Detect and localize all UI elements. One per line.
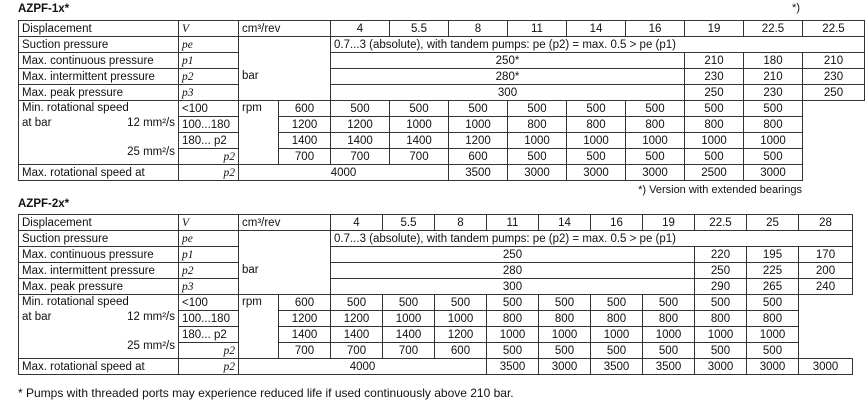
value-cell: 210 <box>685 53 744 69</box>
symbol-p1: p1 <box>179 247 239 263</box>
row-continuous <box>19 53 865 69</box>
speed-cell: 1000 <box>744 133 803 149</box>
label-continuous: Max. continuous pressure <box>19 53 179 69</box>
label-suction: Suction pressure <box>19 37 179 53</box>
size-cell: 5.5 <box>383 215 435 231</box>
speed-cell: 1400 <box>390 133 449 149</box>
speed-cell: 800 <box>539 311 591 327</box>
size-cell: 16 <box>626 21 685 37</box>
speed-cell: 1000 <box>390 117 449 133</box>
speed-cell: 1400 <box>331 133 390 149</box>
speed-cell: 500 <box>685 101 744 117</box>
speed-cell: 500 <box>331 101 390 117</box>
row-continuous <box>19 247 853 263</box>
size-cell: 22.5 <box>744 21 803 37</box>
unit-blank <box>239 37 331 53</box>
speed-cell: 1000 <box>449 117 508 133</box>
symbol-p3: p3 <box>179 279 239 295</box>
row-displacement <box>19 215 853 231</box>
speed-cell: 500 <box>744 101 803 117</box>
label-intermittent: Max. intermittent pressure <box>19 263 179 279</box>
speed-cell: 1000 <box>643 327 695 343</box>
speed-cell: 1000 <box>626 133 685 149</box>
value-cell: 3000 <box>695 359 747 375</box>
speed-cell: 500 <box>508 149 567 165</box>
speed-cell: 500 <box>567 101 626 117</box>
label-suction: Suction pressure <box>19 231 179 247</box>
value-cell: 210 <box>803 53 865 69</box>
row-intermittent <box>19 263 853 279</box>
suction-value: 0.7...3 (absolute), with tandem pumps: pe (p2) = max. 0.5 > pe (p1) <box>331 231 853 247</box>
value-cell: 195 <box>747 247 799 263</box>
speed-cell: 500 <box>695 295 747 311</box>
minspeed-line2 <box>22 310 175 324</box>
viscosity-25: 25 mm²/s <box>127 146 175 158</box>
speed-cell: 500 <box>390 101 449 117</box>
speed-cell: 700 <box>279 343 331 359</box>
speed-cell: 500 <box>744 149 803 165</box>
value-cell: 220 <box>695 247 747 263</box>
size-cell: 4 <box>331 215 383 231</box>
speed-cell: 800 <box>695 311 747 327</box>
speed-cell: 1000 <box>747 327 799 343</box>
value-cell: 3500 <box>449 165 508 181</box>
speed-cell: 700 <box>331 343 383 359</box>
minspeed-line2 <box>22 116 175 130</box>
table1-title: AZPF-1x* <box>18 3 70 15</box>
value-cell: 3000 <box>799 359 853 375</box>
size-cell: 11 <box>508 21 567 37</box>
speed-cell: 600 <box>449 149 508 165</box>
value-cell: 3500 <box>643 359 695 375</box>
value-cell: 3000 <box>567 165 626 181</box>
value-cell: 230 <box>803 69 865 85</box>
label-continuous: Max. continuous pressure <box>19 247 179 263</box>
symbol-v: V <box>179 215 239 231</box>
row-peak <box>19 279 853 295</box>
value-cell: 2500 <box>685 165 744 181</box>
value-cell: 3500 <box>487 359 539 375</box>
speed-cell: 1000 <box>685 133 744 149</box>
symbol-p2: p2 <box>179 359 239 375</box>
speed-cell: 500 <box>435 295 487 311</box>
minspeed-line1: Min. rotational speed <box>22 296 129 308</box>
speed-cell: 500 <box>591 343 643 359</box>
label-peak: Max. peak pressure <box>19 85 179 101</box>
symbol-v: V <box>179 21 239 37</box>
speed-cell: 500 <box>508 101 567 117</box>
size-cell: 14 <box>567 21 626 37</box>
value-cell: 170 <box>799 247 853 263</box>
merged-value: 4000 <box>239 359 487 375</box>
value-cell: 230 <box>685 69 744 85</box>
cond-cell: p2 <box>179 343 239 359</box>
speed-cell: 800 <box>685 117 744 133</box>
table-azpf-1x <box>18 20 865 181</box>
table2-title: AZPF-2x* <box>18 198 70 210</box>
unit-cm3rev: cm³/rev <box>239 215 331 231</box>
size-cell: 8 <box>435 215 487 231</box>
speed-cell: 800 <box>626 117 685 133</box>
speed-cell: 1000 <box>383 311 435 327</box>
speed-cell: 500 <box>567 149 626 165</box>
cond-cell: 100...180 <box>179 311 239 327</box>
cond-cell: 100...180 <box>179 117 239 133</box>
value-cell: 200 <box>799 263 853 279</box>
speed-cell: 1000 <box>567 133 626 149</box>
speed-cell: 600 <box>435 343 487 359</box>
speed-cell: 1200 <box>435 327 487 343</box>
speed-cell: 1000 <box>435 311 487 327</box>
cond-cell: <100 <box>179 295 239 311</box>
value-cell: 265 <box>747 279 799 295</box>
speed-cell: 1200 <box>331 311 383 327</box>
speed-cell: 800 <box>744 117 803 133</box>
speed-cell: 1400 <box>279 327 331 343</box>
row-suction <box>19 231 853 247</box>
cond-cell: 180... p2 <box>179 133 239 149</box>
speed-cell: 500 <box>539 343 591 359</box>
symbol-p2: p2 <box>179 263 239 279</box>
size-cell: 4 <box>331 21 390 37</box>
speed-cell: 800 <box>508 117 567 133</box>
merged-value: 280 <box>331 263 695 279</box>
speed-cell: 1200 <box>279 117 331 133</box>
viscosity-12: 12 mm²/s <box>127 311 175 323</box>
row-maxspeed <box>19 359 853 375</box>
row-peak <box>19 85 865 101</box>
speed-cell: 800 <box>567 117 626 133</box>
minspeed-line1: Min. rotational speed <box>22 102 129 114</box>
value-cell: 3000 <box>747 359 799 375</box>
label-minspeed <box>19 295 179 359</box>
suction-value: 0.7...3 (absolute), with tandem pumps: pe (p2) = max. 0.5 > pe (p1) <box>331 37 865 53</box>
value-cell: 250 <box>695 263 747 279</box>
at-bar-label: at bar <box>22 117 52 129</box>
speed-cell: 1400 <box>279 133 331 149</box>
symbol-pe: pe <box>179 37 239 53</box>
speed-cell: 500 <box>643 295 695 311</box>
value-cell: 290 <box>695 279 747 295</box>
row-maxspeed <box>19 165 865 181</box>
size-cell: 11 <box>487 215 539 231</box>
unit-rpm: rpm <box>239 101 279 165</box>
speed-cell: 1400 <box>383 327 435 343</box>
cond-cell: p2 <box>179 149 239 165</box>
speed-cell: 600 <box>279 295 331 311</box>
speed-cell: 500 <box>626 101 685 117</box>
row-displacement <box>19 21 865 37</box>
size-cell: 28 <box>799 215 853 231</box>
value-cell: 3000 <box>539 359 591 375</box>
merged-value: 4000 <box>239 165 449 181</box>
row-minspeed-1 <box>19 295 853 311</box>
label-displacement: Displacement <box>19 215 179 231</box>
table1-footnote: *) Version with extended bearings <box>638 184 802 196</box>
speed-cell: 500 <box>626 149 685 165</box>
size-cell: 19 <box>643 215 695 231</box>
value-cell: 230 <box>744 85 803 101</box>
unit-blank <box>239 231 331 247</box>
speed-cell: 1000 <box>508 133 567 149</box>
speed-cell: 500 <box>487 343 539 359</box>
speed-cell: 1000 <box>487 327 539 343</box>
speed-cell: 1400 <box>331 327 383 343</box>
cond-cell: 180... p2 <box>179 327 239 343</box>
speed-cell: 1200 <box>331 117 390 133</box>
speed-cell: 1000 <box>695 327 747 343</box>
speed-cell: 600 <box>279 101 331 117</box>
row-suction <box>19 37 865 53</box>
size-cell: 19 <box>685 21 744 37</box>
label-maxspeed: Max. rotational speed at <box>19 165 179 181</box>
value-cell: 3000 <box>744 165 803 181</box>
row-intermittent <box>19 69 865 85</box>
label-minspeed <box>19 101 179 165</box>
speed-cell: 500 <box>643 343 695 359</box>
speed-cell: 500 <box>685 149 744 165</box>
speed-cell: 500 <box>383 295 435 311</box>
speed-cell: 1000 <box>591 327 643 343</box>
unit-cm3rev: cm³/rev <box>239 21 331 37</box>
unit-bar: bar <box>239 53 331 101</box>
value-cell: 210 <box>744 69 803 85</box>
symbol-pe: pe <box>179 231 239 247</box>
symbol-p1: p1 <box>179 53 239 69</box>
speed-cell: 500 <box>331 295 383 311</box>
row-minspeed-1 <box>19 101 865 117</box>
size-cell: 22.5 <box>803 21 865 37</box>
speed-cell: 700 <box>279 149 331 165</box>
speed-cell: 500 <box>591 295 643 311</box>
value-cell: 3000 <box>508 165 567 181</box>
merged-value: 250 <box>331 247 695 263</box>
unit-rpm: rpm <box>239 295 279 359</box>
page-footnote: * Pumps with threaded ports may experience reduced life if used continuously above 210 bar. <box>18 386 514 400</box>
speed-cell: 800 <box>591 311 643 327</box>
speed-cell: 500 <box>695 343 747 359</box>
speed-cell: 800 <box>747 311 799 327</box>
size-cell: 8 <box>449 21 508 37</box>
symbol-p3: p3 <box>179 85 239 101</box>
speed-cell: 1200 <box>449 133 508 149</box>
speed-cell: 1000 <box>539 327 591 343</box>
label-maxspeed: Max. rotational speed at <box>19 359 179 375</box>
viscosity-25: 25 mm²/s <box>127 340 175 352</box>
merged-value: 300 <box>331 85 685 101</box>
merged-value: 300 <box>331 279 695 295</box>
speed-cell: 500 <box>539 295 591 311</box>
value-cell: 225 <box>747 263 799 279</box>
merged-value: 250* <box>331 53 685 69</box>
label-intermittent: Max. intermittent pressure <box>19 69 179 85</box>
at-bar-label: at bar <box>22 311 52 323</box>
speed-cell: 700 <box>383 343 435 359</box>
size-cell: 14 <box>539 215 591 231</box>
speed-cell: 700 <box>331 149 390 165</box>
cond-cell: <100 <box>179 101 239 117</box>
speed-cell: 500 <box>449 101 508 117</box>
value-cell: 3500 <box>591 359 643 375</box>
size-cell: 16 <box>591 215 643 231</box>
viscosity-12: 12 mm²/s <box>127 117 175 129</box>
size-cell: 22.5 <box>695 215 747 231</box>
value-cell: 250 <box>685 85 744 101</box>
speed-cell: 800 <box>487 311 539 327</box>
merged-value: 280* <box>331 69 685 85</box>
symbol-p2: p2 <box>179 165 239 181</box>
speed-cell: 700 <box>390 149 449 165</box>
speed-cell: 500 <box>487 295 539 311</box>
table1-corner-note: *) <box>792 2 800 14</box>
value-cell: 240 <box>799 279 853 295</box>
speed-cell: 800 <box>643 311 695 327</box>
label-displacement: Displacement <box>19 21 179 37</box>
value-cell: 250 <box>803 85 865 101</box>
label-peak: Max. peak pressure <box>19 279 179 295</box>
unit-bar: bar <box>239 247 331 295</box>
value-cell: 3000 <box>626 165 685 181</box>
table-azpf-2x <box>18 214 853 375</box>
value-cell: 180 <box>744 53 803 69</box>
speed-cell: 500 <box>747 295 799 311</box>
speed-cell: 1200 <box>279 311 331 327</box>
speed-cell: 500 <box>747 343 799 359</box>
size-cell: 25 <box>747 215 799 231</box>
size-cell: 5.5 <box>390 21 449 37</box>
symbol-p2: p2 <box>179 69 239 85</box>
